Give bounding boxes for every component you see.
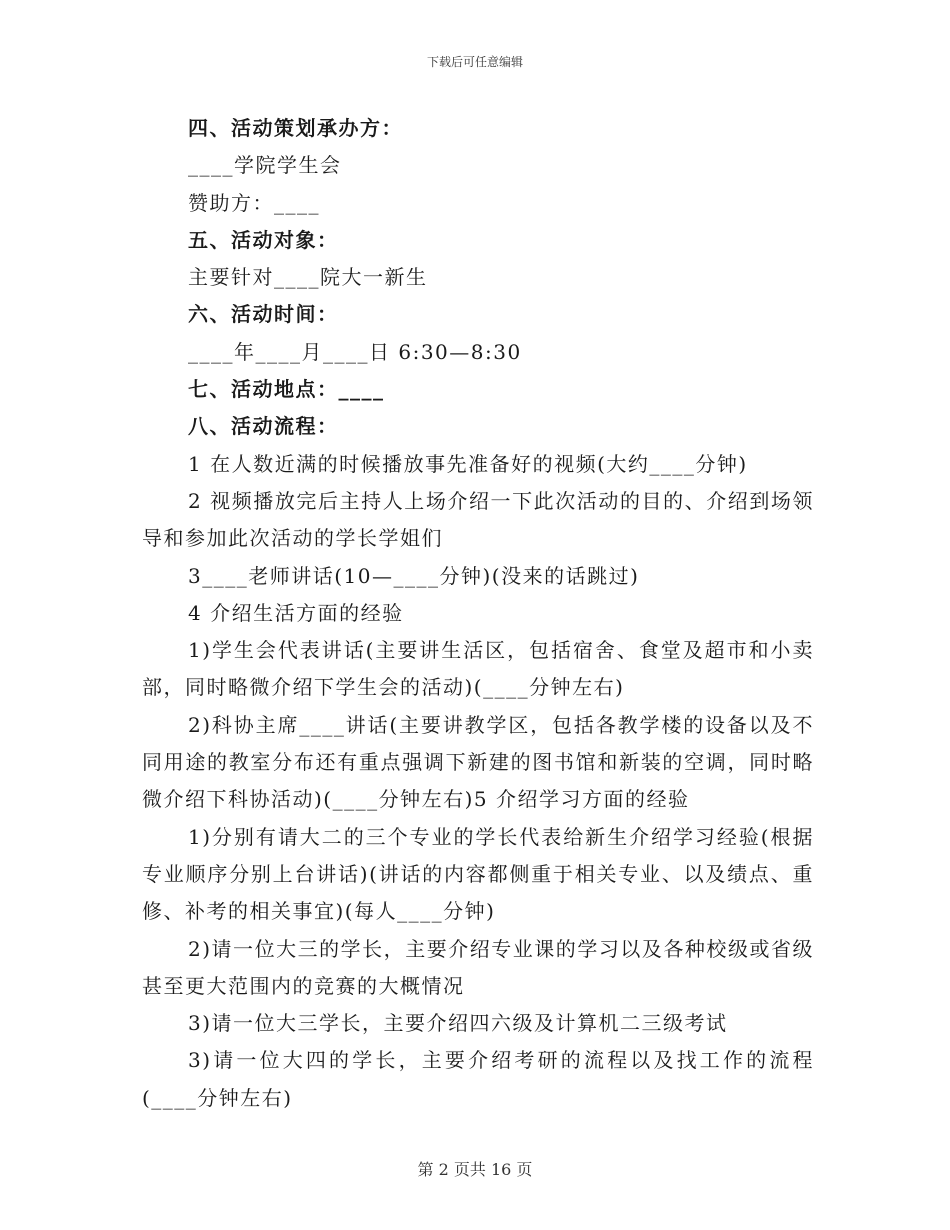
section-heading-time: 六、活动时间：: [188, 302, 339, 327]
process-subitem-sophomore: 1)分别有请大二的三个专业的学长代表给新生介绍学习经验(根据专业顺序分别上台讲话)(讲话的内容都侧重于相关专业、以及绩点、重修、补考的相关事宜)(每人____分钟): [142, 824, 814, 924]
process-subitem-senior: 3)请一位大四的学长，主要介绍考研的流程以及找工作的流程(____分钟左右): [142, 1048, 814, 1110]
organizer-text: ____学院学生会: [188, 153, 342, 178]
process-item-4: 4 介绍生活方面的经验: [188, 600, 404, 625]
process-subitem-student-union: 1)学生会代表讲话(主要讲生活区，包括宿舍、食堂及超市和小卖部，同时略微介绍下学生会的活动)(____分钟左右): [142, 638, 814, 700]
process-item-2: 2 视频播放完后主持人上场介绍一下此次活动的目的、介绍到场领导和参加此次活动的学长学姐们: [142, 488, 814, 551]
process-item-3: 3____老师讲话(10—____分钟)(没来的话跳过): [188, 563, 640, 588]
target-text: 主要针对____院大一新生: [188, 265, 428, 290]
section-heading-location: 七、活动地点：____: [188, 377, 385, 402]
section-heading-organizer: 四、活动策划承办方：: [188, 116, 403, 140]
page-footer: 第 2 页共 16 页: [417, 1160, 533, 1179]
page-header: 下载后可任意编辑: [426, 55, 523, 69]
process-subitem-junior-competition: 2)请一位大三的学长，主要介绍专业课的学习以及各种校级或省级甚至更大范围内的竞赛的大概情况: [142, 936, 814, 998]
process-item-1: 1 在人数近满的时候播放事先准备好的视频(大约____分钟): [188, 451, 748, 476]
section-heading-target: 五、活动对象：: [188, 227, 339, 252]
process-subitem-junior-exams: 3)请一位大三学长，主要介绍四六级及计算机二三级考试: [188, 1011, 728, 1036]
sponsor-text: 赞助方：____: [188, 190, 320, 215]
time-text: ____年____月____日 6:30—8:30: [188, 339, 522, 364]
process-subitem-science-assoc: 2)科协主席____讲话(主要讲教学区，包括各教学楼的设备以及不同用途的教室分布还有重点强调下新建的图书馆和新装的空调，同时略微介绍下科协活动)(____分钟左右)5 介绍学习方面的经验: [142, 712, 814, 812]
document-body: [142, 110, 814, 1117]
section-heading-process: 八、活动流程：: [188, 414, 339, 439]
